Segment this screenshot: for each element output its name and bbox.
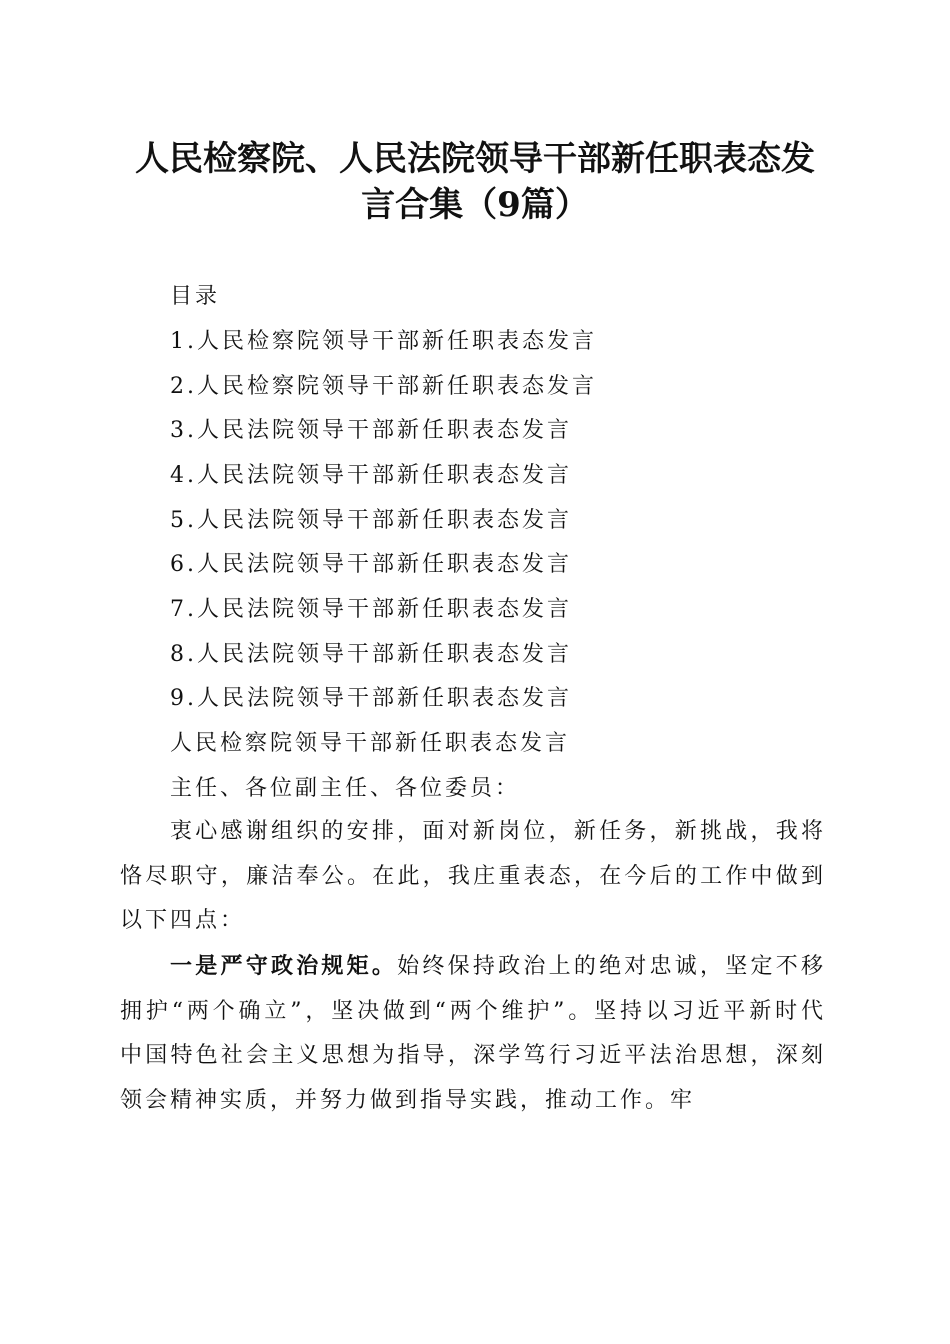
paragraph-body: 始终保持政治上的绝对忠诚，坚定不移拥护“两个确立”，坚决做到“两个维护”。坚持以习近平新时代中国特色社会主义思想为指导，深学笃行习近平法治思想，深刻领会精神实质，并努力做到指导实践，推动工作。牢 — [120, 954, 826, 1114]
title-line-1: 人民检察院、人民法院领导干部新任职表态发 — [135, 139, 815, 179]
salutation: 主任、各位副主任、各位委员： — [170, 776, 521, 801]
section-title: 人民检察院领导干部新任职表态发言 — [170, 731, 571, 756]
toc-item: 4.人民法院领导干部新任职表态发言 — [170, 463, 572, 488]
paragraph-lead: 一是严守政治规矩。 — [170, 953, 398, 979]
toc-item: 7.人民法院领导干部新任职表态发言 — [170, 597, 572, 622]
body-paragraph-2 — [120, 944, 826, 1124]
toc-heading: 目录 — [170, 284, 221, 309]
document-title — [110, 136, 840, 228]
toc-item: 5.人民法院领导干部新任职表态发言 — [170, 508, 572, 533]
toc-item: 2.人民检察院领导干部新任职表态发言 — [170, 374, 597, 399]
toc-item: 9.人民法院领导干部新任职表态发言 — [170, 686, 572, 711]
toc-item: 3.人民法院领导干部新任职表态发言 — [170, 418, 572, 443]
title-line-2: 言合集（9篇） — [361, 185, 589, 225]
toc-item: 1.人民检察院领导干部新任职表态发言 — [170, 329, 597, 354]
body-paragraph-1: 衷心感谢组织的安排，面对新岗位，新任务，新挑战，我将恪尽职守，廉洁奉公。在此，我庄重表态，在今后的工作中做到以下四点： — [120, 819, 826, 934]
toc-item: 6.人民法院领导干部新任职表态发言 — [170, 552, 572, 577]
toc-item: 8.人民法院领导干部新任职表态发言 — [170, 642, 572, 667]
